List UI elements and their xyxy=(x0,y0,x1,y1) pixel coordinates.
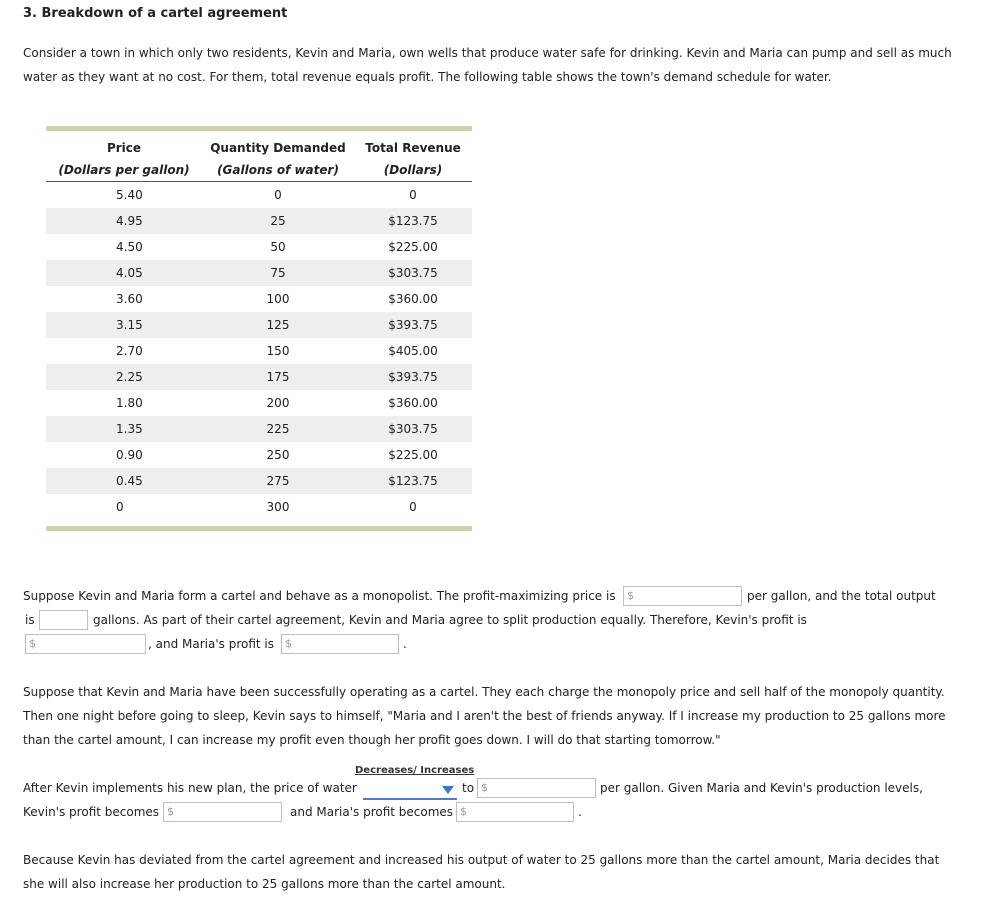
quantity-cell: 250 xyxy=(266,448,290,462)
revenue-cell: 0 xyxy=(409,500,417,514)
price-cell: 2.70 xyxy=(116,344,143,358)
dollar-sign: $ xyxy=(167,805,174,818)
quantity-cell: 275 xyxy=(202,468,354,494)
price-cell: 0.45 xyxy=(46,468,202,494)
price-cell: 2.25 xyxy=(46,364,202,390)
price-cell: 4.50 xyxy=(116,240,143,254)
revenue-cell: $123.75 xyxy=(354,468,472,494)
table-row xyxy=(46,390,472,416)
subheader-revenue: (Dollars) xyxy=(354,159,472,182)
after-text-1: After Kevin implements his new plan, the price of water xyxy=(23,781,357,795)
total-output-input[interactable] xyxy=(43,612,84,628)
after-text-6: . xyxy=(578,805,582,819)
revenue-cell: $405.00 xyxy=(388,344,438,358)
new-price-input[interactable] xyxy=(490,780,591,796)
revenue-cell: $303.75 xyxy=(354,260,472,286)
monopoly-price-field[interactable] xyxy=(623,586,742,606)
header-revenue: Total Revenue xyxy=(365,141,461,155)
revenue-cell: $123.75 xyxy=(354,208,472,234)
quantity-cell: 25 xyxy=(202,208,354,234)
cartel-text-3: is xyxy=(25,613,35,627)
table-bottom-rule xyxy=(46,526,472,531)
dollar-sign: $ xyxy=(627,589,634,602)
maria-cartel-profit-input[interactable] xyxy=(294,636,394,652)
kevin-cartel-profit-field[interactable] xyxy=(25,634,146,654)
price-change-dropdown[interactable] xyxy=(363,781,457,800)
price-cell: 0.90 xyxy=(116,448,143,462)
dollar-sign: $ xyxy=(460,805,467,818)
maria-cartel-profit-field[interactable] xyxy=(281,634,399,654)
quantity-cell: 0 xyxy=(274,188,282,202)
cartel-text-2: per gallon, and the total output xyxy=(747,589,936,603)
cartel-text-6: . xyxy=(403,637,407,651)
price-cell: 4.05 xyxy=(46,260,202,286)
table-row xyxy=(46,364,472,390)
quantity-cell: 225 xyxy=(202,416,354,442)
after-text-2: to xyxy=(462,781,475,795)
table-row xyxy=(46,286,472,312)
table-row xyxy=(46,208,472,234)
price-cell: 1.80 xyxy=(116,396,143,410)
dollar-sign: $ xyxy=(29,637,36,650)
table-row xyxy=(46,312,472,338)
quantity-cell: 200 xyxy=(266,396,290,410)
quantity-cell: 150 xyxy=(266,344,290,358)
intro-paragraph: Consider a town in which only two residents, Kevin and Maria, own wells that produce water safe for drinking. Kevin and Maria can pump and sell as much water as they want at no cost. For them, total revenue equals profit. The following table shows the town's demand schedule for water. xyxy=(23,46,952,84)
table-row xyxy=(46,494,472,520)
quantity-cell: 100 xyxy=(266,292,290,306)
price-cell: 1.35 xyxy=(46,416,202,442)
table-row xyxy=(46,468,472,494)
cartel-text-4: gallons. As part of their cartel agreement, Kevin and Maria agree to split production equally. Therefore, Kevin's profit is xyxy=(93,613,807,627)
price-cell: 5.40 xyxy=(116,188,143,202)
revenue-cell: $303.75 xyxy=(354,416,472,442)
quantity-cell: 125 xyxy=(202,312,354,338)
maria-new-profit-input[interactable] xyxy=(469,804,569,820)
dollar-sign: $ xyxy=(285,637,292,650)
quantity-cell: 75 xyxy=(202,260,354,286)
price-cell: 3.60 xyxy=(116,292,143,306)
new-price-field[interactable] xyxy=(477,778,596,798)
deviation-paragraph: Suppose that Kevin and Maria have been successfully operating as a cartel. They each charge the monopoly price and sell half of the monopoly quantity. Then one night before going to sleep, Kevin says to himself, "Maria and I aren't the best of friends anyway. If I increase my production to 25 gallons more than the cartel amount, I can increase my profit even though her profit goes down. I will do that starting tomorrow." xyxy=(23,685,946,747)
price-cell: 4.95 xyxy=(46,208,202,234)
after-text-4: Kevin's profit becomes xyxy=(23,805,160,819)
table-row xyxy=(46,338,472,364)
monopoly-price-input[interactable] xyxy=(636,588,737,604)
table-row xyxy=(46,234,472,260)
cartel-text-1: Suppose Kevin and Maria form a cartel and behave as a monopolist. The profit-maximizing price is xyxy=(23,589,616,603)
quantity-cell: 300 xyxy=(266,500,290,514)
revenue-cell: $225.00 xyxy=(388,240,438,254)
revenue-cell: $360.00 xyxy=(388,292,438,306)
revenue-cell: 0 xyxy=(409,188,417,202)
quantity-cell: 50 xyxy=(270,240,286,254)
revenue-cell: $393.75 xyxy=(354,364,472,390)
after-text-3: per gallon. Given Maria and Kevin's production levels, xyxy=(600,781,923,795)
header-quantity: Quantity Demanded xyxy=(210,141,346,155)
after-text-5: and Maria's profit becomes xyxy=(290,805,454,819)
price-cell: 0 xyxy=(116,500,124,514)
revenue-cell: $393.75 xyxy=(354,312,472,338)
kevin-new-profit-input[interactable] xyxy=(176,804,277,820)
table-row xyxy=(46,182,472,209)
header-price: Price xyxy=(106,141,142,155)
subheader-price: (Dollars per gallon) xyxy=(46,159,202,182)
section-title: 3. Breakdown of a cartel agreement xyxy=(23,6,288,21)
kevin-new-profit-field[interactable] xyxy=(163,802,282,822)
revenue-cell: $225.00 xyxy=(388,448,438,462)
quantity-cell: 175 xyxy=(202,364,354,390)
table-row xyxy=(46,260,472,286)
dropdown-options-label: Decreases/ Increases xyxy=(355,765,475,776)
table-row xyxy=(46,416,472,442)
chevron-down-icon[interactable] xyxy=(442,786,454,794)
price-cell: 3.15 xyxy=(46,312,202,338)
table-row xyxy=(46,442,472,468)
revenue-cell: $360.00 xyxy=(388,396,438,410)
dollar-sign: $ xyxy=(481,781,488,794)
maria-new-profit-field[interactable] xyxy=(456,802,574,822)
cartel-text-5: , and Maria's profit is xyxy=(148,637,275,651)
demand-schedule-table xyxy=(46,126,472,531)
maria-response-paragraph: Because Kevin has deviated from the cartel agreement and increased his output of water to 25 gallons more than the cartel amount, Maria decides that she will also increase her production to 25 gallons more than the cartel amount. xyxy=(23,853,940,891)
kevin-cartel-profit-input[interactable] xyxy=(38,636,141,652)
total-output-field[interactable] xyxy=(39,610,88,630)
subheader-quantity: (Gallons of water) xyxy=(202,159,354,182)
